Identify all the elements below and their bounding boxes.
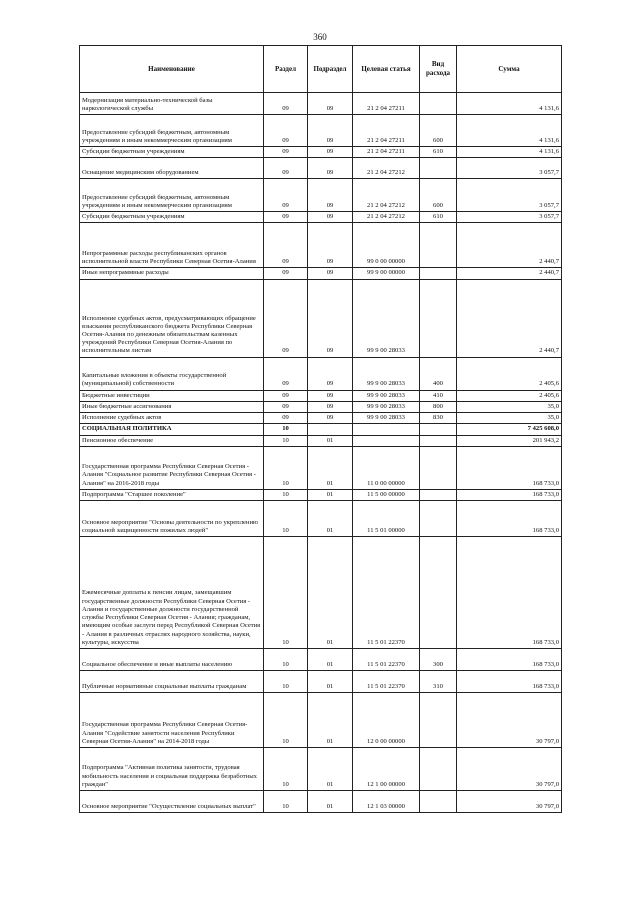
row-name: Субсидии бюджетным учреждениям [80, 147, 264, 158]
row-name: Оснащение медицинским оборудованием [80, 158, 264, 179]
row-name: Исполнение судебных актов [80, 413, 264, 424]
row-amount: 201 943,2 [457, 435, 562, 446]
row-target: 99 9 00 28033 [353, 390, 420, 401]
row-name: Иные непрограммные расходы [80, 268, 264, 279]
row-amount: 2 440,7 [457, 279, 562, 357]
row-subsection: 01 [308, 446, 353, 489]
row-section: 09 [264, 390, 308, 401]
row-name: Государственная программа Республики Северная Осетия - Алания "Социальное развитие Республики Северная Осетия - Алания" на 2016-2018 годы [80, 446, 264, 489]
row-subsection: 09 [308, 179, 353, 212]
row-subsection: 09 [308, 93, 353, 115]
table-row [80, 693, 562, 748]
row-target: 21 2 04 27212 [353, 158, 420, 179]
row-name: Подпрограмма "Старшее поколение" [80, 489, 264, 500]
table-row [80, 390, 562, 401]
row-subsection: 09 [308, 413, 353, 424]
row-section: 09 [264, 147, 308, 158]
row-subsection [308, 424, 353, 435]
row-expense-type: 400 [420, 357, 457, 390]
row-target: 99 0 00 00000 [353, 223, 420, 268]
row-section: 09 [264, 279, 308, 357]
table-row [80, 671, 562, 693]
row-name: Предоставление субсидий бюджетным, автономным учреждениям и иным некоммерческим организациям [80, 115, 264, 147]
table-row [80, 537, 562, 649]
row-subsection: 01 [308, 489, 353, 500]
row-target: 21 2 04 27211 [353, 115, 420, 147]
table-row [80, 446, 562, 489]
row-expense-type: 610 [420, 147, 457, 158]
row-target: 21 2 04 27212 [353, 212, 420, 223]
header-subsection: Подраздел [308, 46, 353, 93]
row-subsection: 09 [308, 268, 353, 279]
row-target: 99 9 00 28033 [353, 413, 420, 424]
row-target: 12 1 00 00000 [353, 748, 420, 791]
row-name: Предоставление субсидий бюджетным, автономным учреждениям и иным некоммерческим организациям [80, 179, 264, 212]
row-subsection: 09 [308, 223, 353, 268]
row-expense-type [420, 268, 457, 279]
row-amount: 168 733,0 [457, 671, 562, 693]
table-row [80, 489, 562, 500]
row-subsection: 09 [308, 401, 353, 412]
row-target: 99 9 00 28033 [353, 279, 420, 357]
row-subsection: 01 [308, 649, 353, 671]
row-expense-type [420, 489, 457, 500]
row-amount: 35,0 [457, 413, 562, 424]
row-expense-type [420, 158, 457, 179]
row-amount: 35,0 [457, 401, 562, 412]
row-section: 10 [264, 537, 308, 649]
row-subsection: 01 [308, 501, 353, 537]
row-amount: 4 131,6 [457, 147, 562, 158]
header-expense-type: Вид расхода [420, 46, 457, 93]
row-amount: 168 733,0 [457, 649, 562, 671]
table-row [80, 501, 562, 537]
row-expense-type: 600 [420, 179, 457, 212]
row-subsection: 09 [308, 212, 353, 223]
row-target: 11 5 01 22370 [353, 537, 420, 649]
table-row [80, 401, 562, 412]
table-row [80, 649, 562, 671]
row-section: 09 [264, 413, 308, 424]
row-section: 10 [264, 446, 308, 489]
row-name: СОЦИАЛЬНАЯ ПОЛИТИКА [80, 424, 264, 435]
header-section: Раздел [264, 46, 308, 93]
row-target: 99 9 00 28033 [353, 357, 420, 390]
row-section: 10 [264, 649, 308, 671]
row-amount: 168 733,0 [457, 446, 562, 489]
row-expense-type: 830 [420, 413, 457, 424]
row-expense-type [420, 435, 457, 446]
row-section: 09 [264, 268, 308, 279]
row-name: Государственная программа Республики Северная Осетия-Алания "Содействие занятости населения Республики Северная Осетия-Алания" на 2014-2018 годы [80, 693, 264, 748]
row-section: 10 [264, 424, 308, 435]
row-subsection: 01 [308, 748, 353, 791]
table-row [80, 147, 562, 158]
row-section: 09 [264, 223, 308, 268]
row-expense-type [420, 501, 457, 537]
row-target: 11 5 01 00000 [353, 501, 420, 537]
row-target: 11 5 01 22370 [353, 649, 420, 671]
row-expense-type [420, 446, 457, 489]
table-row [80, 279, 562, 357]
row-target: 11 0 00 00000 [353, 446, 420, 489]
row-name: Иные бюджетные ассигнования [80, 401, 264, 412]
table-row [80, 791, 562, 813]
header-amount: Сумма [457, 46, 562, 93]
row-target: 99 9 00 00000 [353, 268, 420, 279]
row-amount: 3 057,7 [457, 158, 562, 179]
row-amount: 3 057,7 [457, 179, 562, 212]
table-row [80, 179, 562, 212]
row-amount: 7 425 608,0 [457, 424, 562, 435]
budget-table [79, 45, 562, 813]
row-section: 09 [264, 401, 308, 412]
row-target: 11 5 00 00000 [353, 489, 420, 500]
row-name: Пенсионное обеспечение [80, 435, 264, 446]
row-name: Непрограммные расходы республиканских органов исполнительной власти Республики Северная Осетия-Алания [80, 223, 264, 268]
row-expense-type [420, 748, 457, 791]
table-row [80, 158, 562, 179]
row-expense-type [420, 537, 457, 649]
row-section: 09 [264, 115, 308, 147]
row-subsection: 09 [308, 147, 353, 158]
row-name: Субсидии бюджетным учреждениям [80, 212, 264, 223]
row-subsection: 01 [308, 671, 353, 693]
row-target: 21 2 04 27211 [353, 147, 420, 158]
row-section: 10 [264, 435, 308, 446]
row-name: Модернизация материально-технической базы наркологической службы [80, 93, 264, 115]
row-amount: 4 131,6 [457, 115, 562, 147]
row-section: 09 [264, 212, 308, 223]
row-subsection: 09 [308, 357, 353, 390]
row-subsection: 01 [308, 693, 353, 748]
row-target [353, 424, 420, 435]
row-target: 12 0 00 00000 [353, 693, 420, 748]
row-expense-type [420, 223, 457, 268]
row-subsection: 01 [308, 435, 353, 446]
table-row [80, 413, 562, 424]
row-amount: 2 405,6 [457, 390, 562, 401]
row-target [353, 435, 420, 446]
row-amount: 30 797,0 [457, 791, 562, 813]
row-expense-type: 300 [420, 649, 457, 671]
header-name: Наименование [80, 46, 264, 93]
row-expense-type [420, 93, 457, 115]
table-row [80, 223, 562, 268]
row-expense-type [420, 424, 457, 435]
row-expense-type: 800 [420, 401, 457, 412]
row-target: 99 9 00 28033 [353, 401, 420, 412]
row-section: 10 [264, 671, 308, 693]
table-row [80, 748, 562, 791]
page-number: 360 [313, 32, 327, 42]
header-target: Целевая статья [353, 46, 420, 93]
table-row [80, 424, 562, 435]
table-row [80, 357, 562, 390]
table-row [80, 212, 562, 223]
row-section: 10 [264, 791, 308, 813]
row-section: 10 [264, 489, 308, 500]
row-section: 09 [264, 93, 308, 115]
row-name: Бюджетные инвестиции [80, 390, 264, 401]
row-amount: 2 440,7 [457, 223, 562, 268]
row-target: 21 2 04 27211 [353, 93, 420, 115]
table-header-row [80, 46, 562, 93]
row-amount: 2 440,7 [457, 268, 562, 279]
row-name: Исполнение судебных актов, предусматривающих обращение взыскания республиканского бюджета Республики Северная Осетия-Алания по денежным обязательствам казенных учреждений Республики Северная Осетия-Алания по исполнительным листам [80, 279, 264, 357]
row-expense-type: 610 [420, 212, 457, 223]
row-section: 10 [264, 693, 308, 748]
row-subsection: 09 [308, 115, 353, 147]
row-name: Публичные нормативные социальные выплаты гражданам [80, 671, 264, 693]
row-section: 10 [264, 501, 308, 537]
table-row [80, 115, 562, 147]
row-section: 09 [264, 179, 308, 212]
row-name: Капитальные вложения в объекты государственной (муниципальной) собственности [80, 357, 264, 390]
table-row [80, 435, 562, 446]
row-expense-type: 600 [420, 115, 457, 147]
row-amount: 30 797,0 [457, 748, 562, 791]
row-target: 21 2 04 27212 [353, 179, 420, 212]
row-amount: 168 733,0 [457, 537, 562, 649]
row-section: 10 [264, 748, 308, 791]
row-section: 09 [264, 357, 308, 390]
row-expense-type [420, 279, 457, 357]
row-amount: 168 733,0 [457, 501, 562, 537]
row-subsection: 09 [308, 279, 353, 357]
row-name: Ежемесячные доплаты к пенсии лицам, замещавшим государственные должности Республики Северная Осетия - Алания и государственные должности государственной службы Республики Северная Осетия - Алания; гражданам, имеющим особые заслуги перед Республикой Северная Осетия - Алания в различных отраслях народного хозяйства, науки, культуры, искусства [80, 537, 264, 649]
row-amount: 168 733,0 [457, 489, 562, 500]
row-subsection: 01 [308, 537, 353, 649]
row-amount: 30 797,0 [457, 693, 562, 748]
row-target: 11 5 01 22370 [353, 671, 420, 693]
row-amount: 2 405,6 [457, 357, 562, 390]
row-amount: 3 057,7 [457, 212, 562, 223]
row-subsection: 09 [308, 390, 353, 401]
row-subsection: 01 [308, 791, 353, 813]
table-row [80, 93, 562, 115]
row-name: Основное мероприятие "Осуществление социальных выплат" [80, 791, 264, 813]
row-name: Подпрограмма "Активная политика занятости, трудовая мобильность населения и социальная поддержка безработных граждан" [80, 748, 264, 791]
row-name: Социальное обеспечение и иные выплаты населению [80, 649, 264, 671]
row-subsection: 09 [308, 158, 353, 179]
row-expense-type: 410 [420, 390, 457, 401]
row-expense-type [420, 791, 457, 813]
row-expense-type [420, 693, 457, 748]
row-amount: 4 131,6 [457, 93, 562, 115]
row-section: 09 [264, 158, 308, 179]
row-expense-type: 310 [420, 671, 457, 693]
table-row [80, 268, 562, 279]
row-target: 12 1 03 00000 [353, 791, 420, 813]
row-name: Основное мероприятие "Основы деятельности по укреплению социальной защищенности пожилых людей" [80, 501, 264, 537]
